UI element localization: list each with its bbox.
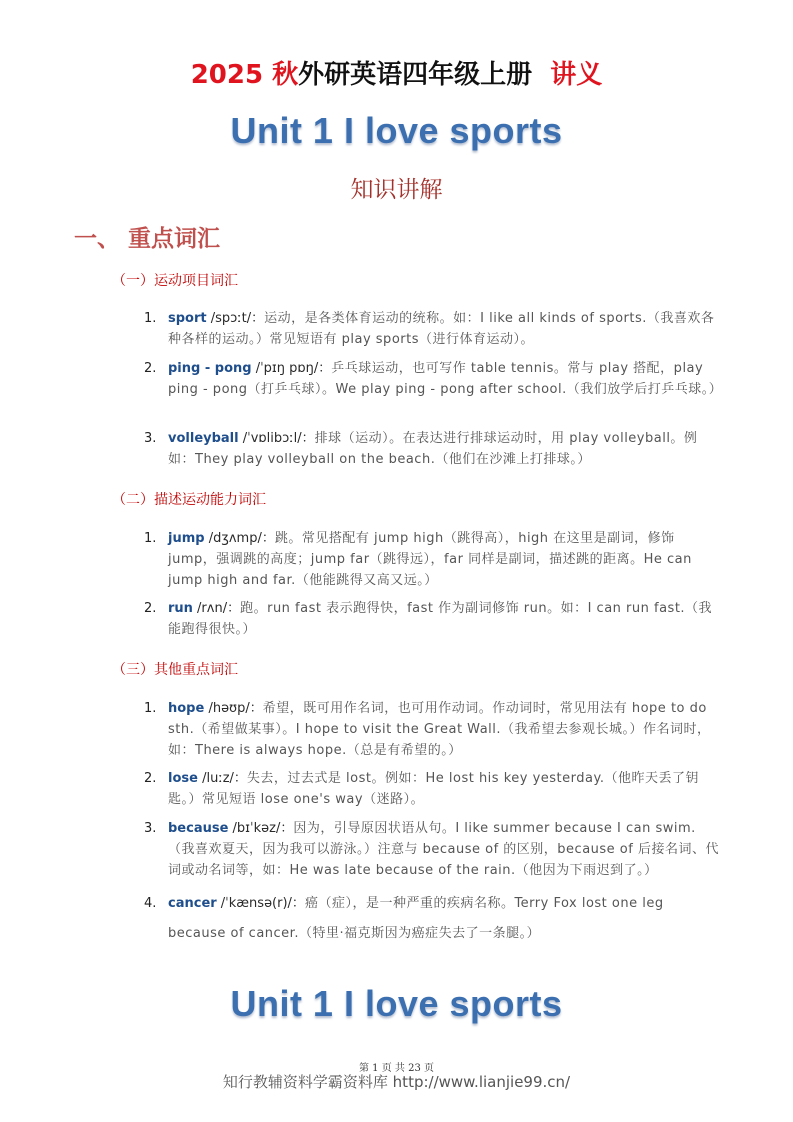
vocab-item-run: [144, 598, 722, 640]
vocab-phonetic: /bɪˈkəz/：: [228, 821, 294, 836]
vocab-item-because: [144, 818, 722, 881]
subsection-heading-ability: （二）描述运动能力词汇: [112, 492, 266, 508]
vocab-word: volleyball: [168, 431, 239, 446]
section-heading-vocabulary: 一、 重点词汇: [74, 225, 221, 252]
vocab-item-lose: [144, 768, 722, 810]
knowledge-heading: 知识讲解: [350, 177, 443, 203]
vocab-phonetic: /rʌn/：: [192, 601, 241, 616]
title-season: 秋: [272, 60, 299, 90]
item-number: 2.: [144, 361, 157, 376]
vocab-phonetic: /ˈpɪŋ pɒŋ/：: [251, 361, 332, 376]
vocab-word: lose: [168, 771, 198, 786]
item-number: 1.: [144, 531, 157, 546]
vocab-explanation: 跑。run fast 表示跑得快，fast 作为副词修饰 run。如：I can run fast.（我能跑得很快。）: [168, 601, 713, 637]
item-number: 4.: [144, 896, 157, 911]
vocab-word: run: [168, 601, 193, 616]
subsection-heading-sports: （一）运动项目词汇: [112, 273, 238, 289]
vocab-explanation: 癌（症），是一种严重的疾病名称。Terry Fox lost one leg because of cancer.（特里·福克斯因为癌症失去了一条腿。）: [168, 896, 664, 941]
vocab-phonetic: /ˈkænsə(r)/：: [216, 896, 305, 911]
title-suffix: 讲义: [550, 60, 603, 90]
vocab-explanation: 跳。常见搭配有 jump high（跳得高），high 在这里是副词，修饰 jump，强调跳的高度；jump far（跳得远），far 同样是副词，描述跳的距离。He can jump high and far.（他能跳得又高又远。）: [168, 531, 692, 588]
footer-website: 知行教辅资料学霸资料库 http://www.lianjie99.cn/: [222, 1073, 571, 1091]
vocab-explanation: 因为，引导原因状语从句。I like summer because I can swim.（我喜欢夏天，因为我可以游泳。）注意与 because of 的区别，because of 后接名词、代词或动名词等，如：He was late because of the rain.（他因为下雨迟到了。）: [168, 821, 719, 878]
vocab-word: ping - pong: [168, 361, 252, 376]
item-number: 3.: [144, 821, 157, 836]
item-number: 2.: [144, 771, 157, 786]
item-number: 2.: [144, 601, 157, 616]
vocab-item-jump: [144, 528, 722, 591]
vocab-item-volleyball: [144, 428, 722, 470]
vocab-word: jump: [168, 531, 205, 546]
vocab-phonetic: /ˈvɒlibɔːl/：: [238, 431, 315, 446]
unit-title-bottom: Unit 1 I love sports: [230, 983, 563, 1024]
vocab-item-cancer: [144, 889, 722, 949]
item-number: 1.: [144, 701, 157, 716]
item-number: 3.: [144, 431, 157, 446]
vocab-item-hope: [144, 698, 722, 761]
vocab-phonetic: /dʒʌmp/：: [204, 531, 275, 546]
document-title: [0, 54, 793, 91]
vocab-explanation: 失去，过去式是 lost。例如：He lost his key yesterday.（他昨天丢了钥匙。）常见短语 lose one's way（迷路）。: [168, 771, 699, 807]
vocab-explanation: 排球（运动）。在表达进行排球运动时，用 play volleyball。例如：They play volleyball on the beach.（他们在沙滩上打排球。）: [168, 431, 698, 467]
vocab-word: because: [168, 821, 229, 836]
vocab-explanation: 乒乓球运动，也可写作 table tennis。常与 play 搭配，play ping - pong（打乒乓球）。We play ping - pong after school.（我们放学后打乒乓球。）: [168, 361, 723, 397]
vocab-item-ping-pong: [144, 358, 722, 400]
item-number: 1.: [144, 311, 157, 326]
vocab-phonetic: /həʊp/：: [204, 701, 263, 716]
page-number: 第 1 页 共 23 页: [359, 1063, 434, 1074]
vocab-phonetic: /spɔːt/：: [206, 311, 265, 326]
vocab-explanation: 运动，是各类体育运动的统称。如：I like all kinds of sports.（我喜欢各种各样的运动。）常见短语有 play sports（进行体育运动）。: [168, 311, 715, 347]
vocab-word: hope: [168, 701, 205, 716]
title-main: 外研英语四年级上册: [298, 60, 533, 90]
unit-title-top: Unit 1 I love sports: [230, 110, 563, 151]
title-year: 2025: [190, 60, 264, 90]
vocab-phonetic: /luːz/：: [197, 771, 247, 786]
vocab-word: sport: [168, 311, 207, 326]
vocab-item-sport: [144, 308, 722, 350]
subsection-heading-other: （三）其他重点词汇: [112, 662, 238, 678]
vocab-word: cancer: [168, 896, 217, 911]
vocab-explanation: 希望，既可用作名词，也可用作动词。作动词时，常见用法有 hope to do sth.（希望做某事）。I hope to visit the Great Wall.（我希望去参观长城。）作名词时，如：There is always hope.（总是有希望的。）: [168, 701, 711, 758]
